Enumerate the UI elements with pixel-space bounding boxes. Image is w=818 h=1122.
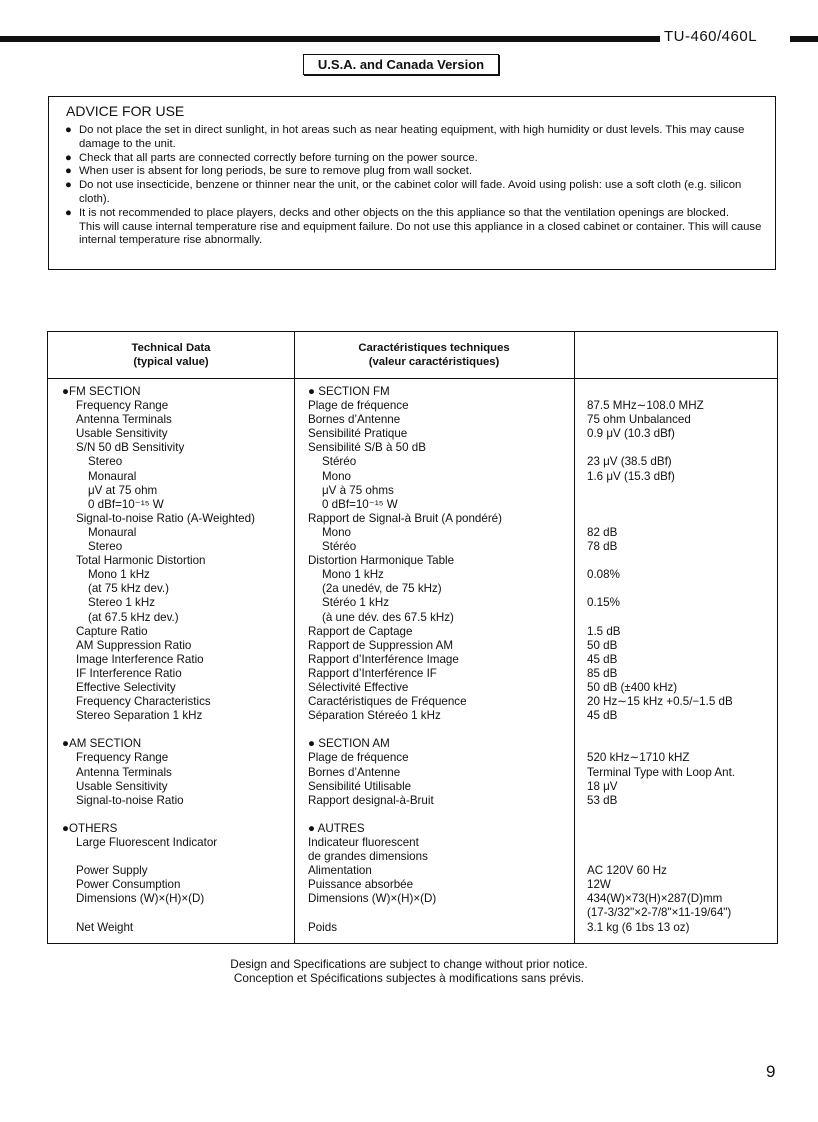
list-item: ● Do not use insecticide, benzene or thinner near the unit, or the cabinet color will fade. Avoid using polish: use a soft cloth (e.g. silicon cloth). bbox=[65, 179, 742, 205]
spec-cell-en: Usable Sensitivity bbox=[76, 779, 168, 793]
column-english bbox=[62, 385, 292, 935]
list-item: ● Check that all parts are connected correctly before turning on the power source. bbox=[65, 151, 478, 164]
spec-cell-en: Power Supply bbox=[76, 864, 148, 878]
column-divider bbox=[294, 332, 295, 943]
spec-cell-val: AC 120V 60 Hz bbox=[587, 864, 667, 878]
advice-box bbox=[48, 96, 776, 270]
spec-cell-val bbox=[587, 385, 777, 399]
spec-cell-val: 0.15% bbox=[587, 596, 620, 610]
spec-cell-val: Terminal Type with Loop Ant. bbox=[587, 765, 736, 779]
spec-cell-en bbox=[62, 723, 292, 737]
spec-cell-val: 45 dB bbox=[587, 652, 618, 666]
spec-cell-fr: Distortion Harmonique Table bbox=[308, 554, 455, 568]
spec-cell-val: 520 kHz∼1710 kHZ bbox=[587, 751, 690, 765]
footer-line-fr: Conception et Spécifications subjectes à modifications sans prévis. bbox=[233, 971, 585, 985]
spec-cell-en: Total Harmonic Distortion bbox=[76, 554, 206, 568]
column-french bbox=[308, 385, 570, 935]
spec-cell-fr: Mono bbox=[322, 525, 352, 539]
spec-cell-fr: Rapport de Suppression AM bbox=[308, 638, 454, 652]
spec-cell-val bbox=[587, 484, 777, 498]
spec-cell-val bbox=[587, 554, 777, 568]
spec-cell-en: Stereo Separation 1 kHz bbox=[76, 709, 203, 723]
spec-cell-fr: Plage de fréquence bbox=[308, 399, 409, 413]
spec-cell-en: Stereo bbox=[88, 540, 123, 554]
spec-cell-fr: Bornes d’Antenne bbox=[308, 765, 401, 779]
spec-cell-val: 50 dB (±400 kHz) bbox=[587, 680, 678, 694]
column-divider bbox=[574, 332, 575, 943]
spec-cell-en bbox=[62, 808, 292, 822]
spec-cell-fr: Poids bbox=[308, 920, 338, 934]
spec-cell-fr: Sensibilité Pratique bbox=[308, 427, 408, 441]
spec-cell-val: 3.1 kg (6 1bs 13 oz) bbox=[587, 920, 690, 934]
spec-cell-en: IF Interference Ratio bbox=[76, 666, 182, 680]
spec-cell-en: ●OTHERS bbox=[62, 821, 118, 835]
page-number: 9 bbox=[766, 1062, 776, 1081]
list-item: ● Do not place the set in direct sunlight, in hot areas such as near heating equipment, with high humidity or dust levels. This may cause damage to the unit. bbox=[65, 124, 745, 150]
list-item-continuation: This will cause internal temperature rise and equipment failure. Do not use this appliance in a closed cabinet or container. This will cause internal temperature rise abnormally. bbox=[79, 220, 762, 247]
spec-cell-fr: Stéréo 1 kHz bbox=[322, 596, 390, 610]
spec-cell-val: 50 dB bbox=[587, 638, 618, 652]
spec-cell-val: 20 Hz∼15 kHz +0.5/−1.5 dB bbox=[587, 695, 733, 709]
spec-cell-fr: Dimensions (W)×(H)×(D) bbox=[308, 892, 437, 906]
spec-cell-fr: Rapport de Signal-à Bruit (A pondéré) bbox=[308, 511, 502, 525]
spec-cell-fr: Séparation Stéreéo 1 kHz bbox=[308, 709, 441, 723]
spec-cell-fr: de grandes dimensions bbox=[308, 850, 428, 864]
header-divider bbox=[48, 378, 777, 379]
header-french: Caractéristiques techniques (valeur caractéristiques) bbox=[358, 342, 510, 368]
spec-cell-en: Signal-to-noise Ratio (A-Weighted) bbox=[76, 511, 255, 525]
spec-cell-fr: Stéréo bbox=[322, 540, 357, 554]
spec-cell-fr: ● SECTION AM bbox=[308, 737, 390, 751]
spec-cell-fr: Rapport d’Interférence Image bbox=[308, 652, 459, 666]
spec-cell-en: ●FM SECTION bbox=[62, 385, 141, 398]
spec-cell-val: 0.9 μV (10.3 dBf) bbox=[587, 427, 675, 441]
spec-cell-fr: Sensibilité Utilisable bbox=[308, 779, 412, 793]
spec-cell-val: 1.6 μV (15.3 dBf) bbox=[587, 469, 675, 483]
spec-cell-val bbox=[587, 498, 777, 512]
spec-cell-en: μV at 75 ohm bbox=[88, 483, 158, 497]
spec-cell-en: Dimensions (W)×(H)×(D) bbox=[76, 892, 205, 906]
spec-cell-fr: Rapport de Captage bbox=[308, 624, 413, 638]
spec-cell-val: 85 dB bbox=[587, 666, 618, 680]
spec-cell-en: AM Suppression Ratio bbox=[76, 638, 192, 652]
spec-cell-val: 12W bbox=[587, 878, 611, 892]
spec-cell-val: 0.08% bbox=[587, 568, 620, 582]
spec-cell-val bbox=[587, 611, 777, 625]
header-english: Technical Data (typical value) bbox=[131, 342, 211, 368]
spec-cell-fr: Sensibilité S/B à 50 dB bbox=[308, 441, 426, 455]
spec-cell-en: ●AM SECTION bbox=[62, 737, 142, 751]
spec-cell-val: 87.5 MHz∼108.0 MHZ bbox=[587, 399, 704, 413]
spec-cell-fr: Stéréo bbox=[322, 455, 357, 469]
spec-cell-fr bbox=[308, 808, 570, 822]
spec-cell-val: (17-3/32"×2-7/8"×11-19/64") bbox=[587, 906, 732, 920]
footer-note bbox=[0, 957, 818, 985]
spec-cell-en: Net Weight bbox=[76, 920, 134, 934]
spec-cell-fr: Bornes d’Antenne bbox=[308, 413, 401, 427]
spec-cell-en bbox=[62, 906, 292, 920]
spec-cell-fr: Indicateur fluorescent bbox=[308, 836, 419, 849]
spec-cell-val: 53 dB bbox=[587, 793, 618, 807]
list-item: ● When user is absent for long periods, be sure to remove plug from wall socket. bbox=[65, 165, 473, 178]
spec-cell-fr: Caractéristiques de Fréquence bbox=[308, 695, 467, 709]
spec-cell-fr: Mono bbox=[322, 469, 352, 483]
spec-cell-fr: ● SECTION FM bbox=[308, 385, 390, 398]
column-values bbox=[587, 385, 777, 935]
spec-cell-fr: (2a unedév, de 75 kHz) bbox=[322, 582, 442, 596]
spec-cell-fr: Rapport designal-à-Bruit bbox=[308, 793, 434, 807]
footer-line-en: Design and Specifications are subject to change without prior notice. bbox=[230, 957, 588, 971]
spec-cell-val: 82 dB bbox=[587, 525, 618, 539]
spec-cell-val bbox=[587, 808, 777, 822]
spec-cell-en bbox=[62, 850, 292, 864]
spec-cell-fr: Plage de fréquence bbox=[308, 751, 409, 765]
spec-cell-en: Antenna Terminals bbox=[76, 413, 172, 427]
spec-cell-val: 434(W)×73(H)×287(D)mm bbox=[587, 892, 723, 906]
spec-cell-val: 75 ohm Unbalanced bbox=[587, 413, 691, 427]
advice-title: ADVICE FOR USE bbox=[66, 103, 185, 119]
spec-cell-en: Antenna Terminals bbox=[76, 765, 172, 779]
spec-cell-en: Mono 1 kHz bbox=[88, 568, 150, 582]
spec-cell-val bbox=[587, 850, 777, 864]
spec-cell-val: 1.5 dB bbox=[587, 624, 621, 638]
spec-cell-fr: μV à 75 ohms bbox=[322, 483, 394, 497]
spec-cell-en: Image Interference Ratio bbox=[76, 652, 204, 666]
spec-cell-val bbox=[587, 737, 777, 751]
spec-cell-en: Usable Sensitivity bbox=[76, 427, 168, 441]
spec-cell-en: Effective Selectivity bbox=[76, 680, 176, 694]
spec-cell-val: 45 dB bbox=[587, 709, 618, 723]
spec-cell-en: Monaural bbox=[88, 469, 137, 483]
spec-cell-fr bbox=[308, 723, 570, 737]
spec-cell-en: 0 dBf=10⁻¹⁵ W bbox=[88, 497, 164, 511]
spec-cell-en: Frequency Range bbox=[76, 399, 169, 413]
spec-cell-en: Stereo 1 kHz bbox=[88, 596, 156, 610]
spec-cell-en: Stereo bbox=[88, 455, 123, 469]
spec-table bbox=[47, 331, 778, 944]
spec-cell-fr: Rapport d’Interférence IF bbox=[308, 666, 437, 680]
spec-cell-en: Signal-to-noise Ratio bbox=[76, 793, 184, 807]
spec-cell-fr: 0 dBf=10⁻¹⁵ W bbox=[322, 497, 398, 511]
spec-cell-en: (at 67.5 kHz dev.) bbox=[88, 610, 179, 624]
list-item: ● It is not recommended to place players, decks and other objects on the this appliance so that the ventilation openings are blocked. bbox=[65, 206, 729, 219]
spec-cell-val: 18 μV bbox=[587, 779, 618, 793]
spec-cell-en: S/N 50 dB Sensitivity bbox=[76, 441, 185, 455]
spec-cell-val bbox=[587, 441, 777, 455]
spec-cell-fr: Mono 1 kHz bbox=[322, 568, 384, 582]
header-rule bbox=[0, 36, 660, 42]
spec-cell-fr: (à une dév. des 67.5 kHz) bbox=[322, 610, 454, 624]
header-rule-end bbox=[790, 36, 818, 42]
version-label: U.S.A. and Canada Version bbox=[303, 54, 499, 75]
spec-cell-en: Capture Ratio bbox=[76, 624, 148, 638]
spec-cell-val: 23 μV (38.5 dBf) bbox=[587, 455, 672, 469]
advice-list bbox=[63, 124, 763, 248]
spec-cell-en: Frequency Range bbox=[76, 751, 169, 765]
spec-cell-fr: Sélectivité Effective bbox=[308, 680, 409, 694]
spec-cell-val bbox=[587, 582, 777, 596]
spec-cell-fr: Puissance absorbée bbox=[308, 878, 414, 892]
spec-cell-val bbox=[587, 723, 777, 737]
spec-cell-val bbox=[587, 836, 777, 850]
spec-cell-val: 78 dB bbox=[587, 540, 618, 554]
spec-cell-en: (at 75 kHz dev.) bbox=[88, 582, 169, 596]
spec-cell-en: Power Consumption bbox=[76, 878, 181, 892]
spec-cell-fr bbox=[308, 906, 570, 920]
spec-cell-val bbox=[587, 512, 777, 526]
spec-cell-fr: ● AUTRES bbox=[308, 821, 365, 835]
spec-cell-en: Monaural bbox=[88, 525, 137, 539]
spec-cell-en: Frequency Characteristics bbox=[76, 695, 211, 709]
spec-cell-fr: Alimentation bbox=[308, 864, 372, 878]
model-number: TU-460/460L bbox=[664, 28, 758, 45]
spec-cell-en: Large Fluorescent Indicator bbox=[76, 836, 218, 849]
spec-cell-val bbox=[587, 822, 777, 836]
